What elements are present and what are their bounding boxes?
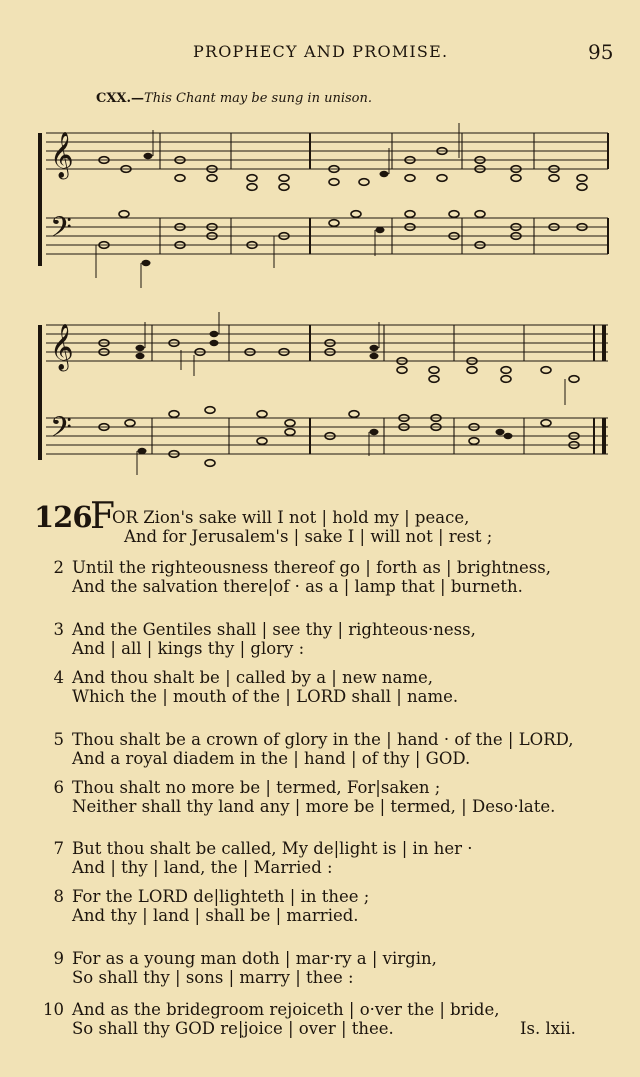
verse-number: 8 [53,887,64,906]
svg-text:𝄞: 𝄞 [50,324,74,370]
chant-heading [96,91,372,106]
verse-line: So shall thy | sons | marry | thee : [72,968,354,987]
verse-line: Which the | mouth of the | LORD shall | name. [72,687,459,706]
verse-line: OR Zion's sake will I not | hold my | peace, [112,508,470,527]
verse-line: And thou shalt be | called by a | new name, [72,668,433,687]
svg-text:𝄢: 𝄢 [50,211,72,251]
music-system-1 [34,118,614,293]
chant-label: CXX.— [96,91,145,106]
verse-number: 5 [53,730,64,749]
verse-number: 10 [43,1000,64,1019]
page-header [0,42,640,66]
verse-line: Neither shall thy land any | more be | termed, | Deso·late. [72,797,556,816]
verse-number: 6 [53,778,64,797]
verse-line: So shall thy GOD re|joice | over | thee. [72,1019,394,1038]
psalm-number: 126 [34,500,92,534]
verse-line: But thou shalt be called, My de|light is | in her · [72,839,473,858]
svg-text:𝄢: 𝄢 [50,411,72,451]
verse-number: 3 [53,620,64,639]
svg-text:𝄞: 𝄞 [50,132,74,178]
verse-line: And as the bridegroom rejoiceth | o·ver the | bride, [72,1000,500,1019]
verse-number: 7 [53,839,64,858]
music-score-system-1 [34,118,614,293]
verse-line: Thou shalt be a crown of glory in the | hand · of the | LORD, [72,730,574,749]
verse-line: For as a young man doth | mar·ry a | virgin, [72,949,437,968]
verse-line: And thy | land | shall be | married. [72,906,359,925]
verse-line: And the salvation there|of · as a | lamp that | burneth. [72,577,523,596]
scripture-reference: Is. lxii. [520,1019,576,1038]
verse-number: 2 [53,558,64,577]
verse-number: 4 [53,668,64,687]
music-system-2 [34,310,614,480]
verse-line: And the Gentiles shall | see thy | righteous·ness, [72,620,476,639]
drop-cap: F [90,496,115,537]
verse-line: And a royal diadem in the | hand | of thy | GOD. [72,749,471,768]
verse-line: For the LORD de|lighteth | in thee ; [72,887,370,906]
verse-number: 9 [53,949,64,968]
verse-line: And for Jerusalem's | sake I | will not | rest ; [124,527,493,546]
music-score-system-2 [34,310,614,480]
page-number: 95 [588,40,614,64]
running-title: PROPHECY AND PROMISE. [193,42,449,61]
verse-line: And | thy | land, the | Married : [72,858,333,877]
verse-line: Until the righteousness thereof go | forth as | brightness, [72,558,551,577]
chant-note: This Chant may be sung in unison. [144,91,372,106]
verse-line: And | all | kings thy | glory : [72,639,305,658]
verse-line: Thou shalt no more be | termed, For|saken ; [72,778,441,797]
